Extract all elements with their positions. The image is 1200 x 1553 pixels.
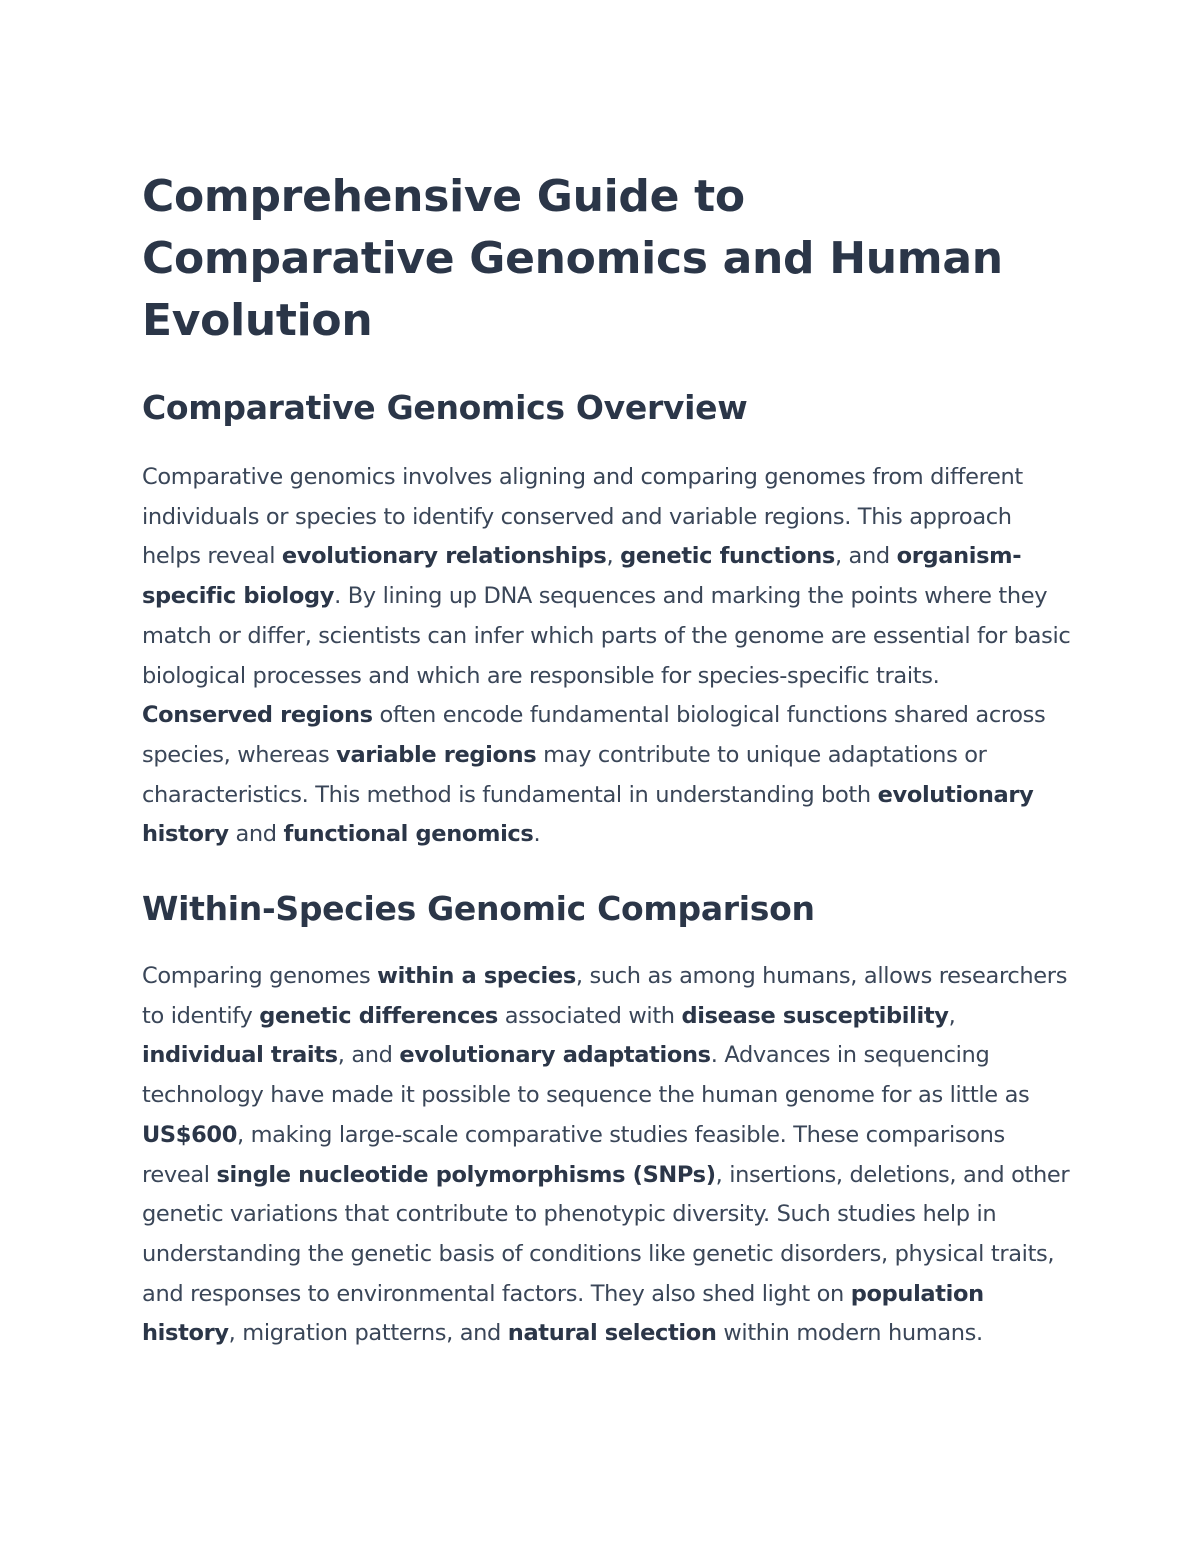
bold-term: organism-specific biology (142, 543, 1022, 610)
paragraph-comparative-genomics-overview (142, 458, 1072, 855)
text-run: and (228, 821, 284, 848)
paragraph-within-species-genomic-comparison (142, 957, 1072, 1354)
text-run: . (533, 821, 541, 848)
bold-term: single nucleotide polymorphisms (SNPs) (216, 1161, 716, 1188)
text-run: , and (834, 543, 897, 570)
text-run: Comparative genomics involves aligning and comparing genomes from different individuals or species to identify conserved and variable regions. This approach helps reveal (142, 464, 1023, 570)
bold-term: evolutionary relationships (281, 543, 607, 570)
text-run: associated with (497, 1002, 682, 1029)
text-run: , migration patterns, and (228, 1320, 508, 1347)
document-title: Comprehensive Guide to Comparative Genomics and Human Evolution (142, 171, 1003, 346)
bold-term: natural selection (507, 1320, 717, 1347)
bold-term: US$600 (142, 1121, 237, 1148)
section-heading-comparative-genomics-overview: Comparative Genomics Overview (142, 388, 748, 427)
text-run: may contribute to unique adaptations or characteristics. This method is fundamental in understanding both (142, 741, 987, 808)
document-page (142, 166, 1072, 1354)
text-run: . Advances in sequencing technology have made it possible to sequence the human genome for as little as (142, 1042, 1030, 1109)
bold-term: genetic functions (620, 543, 835, 570)
bold-term: evolutionary adaptations (399, 1042, 711, 1069)
text-run: , insertions, deletions, and other genetic variations that contribute to phenotypic diversity. Such studies help in understanding the genetic basis of conditions like genetic disorders, physical traits, and responses to environmental factors. They also shed light on (142, 1161, 1070, 1307)
bold-term: variable regions (336, 741, 537, 768)
text-run: often encode fundamental biological functions shared across species, whereas (142, 702, 1046, 768)
bold-term: within a species (377, 963, 576, 990)
text-run: , (948, 1002, 956, 1029)
bold-term: genetic differences (259, 1002, 498, 1029)
section-heading-within-species-genomic-comparison: Within-Species Genomic Comparison (142, 889, 815, 929)
text-run: within modern humans. (716, 1320, 983, 1347)
text-run: , (606, 543, 621, 570)
text-run: . By lining up DNA sequences and marking the points where they match or differ, scientists can infer which parts of the genome are essential for basic biological processes and which are responsible for species-specific traits. (142, 583, 1071, 689)
bold-term: population history (142, 1280, 984, 1347)
bold-term: individual traits (142, 1042, 338, 1069)
text-run: Comparing genomes (142, 963, 378, 990)
bold-term: disease susceptibility (681, 1002, 949, 1029)
bold-term: functional genomics (283, 821, 534, 848)
text-run: , and (337, 1042, 400, 1069)
text-run: , such as among humans, allows researchers to identify (142, 963, 1068, 1029)
text-run: , making large-scale comparative studies feasible. These comparisons reveal (142, 1121, 1005, 1188)
bold-term: Conserved regions (142, 702, 373, 729)
bold-term: evolutionary history (142, 781, 1034, 848)
